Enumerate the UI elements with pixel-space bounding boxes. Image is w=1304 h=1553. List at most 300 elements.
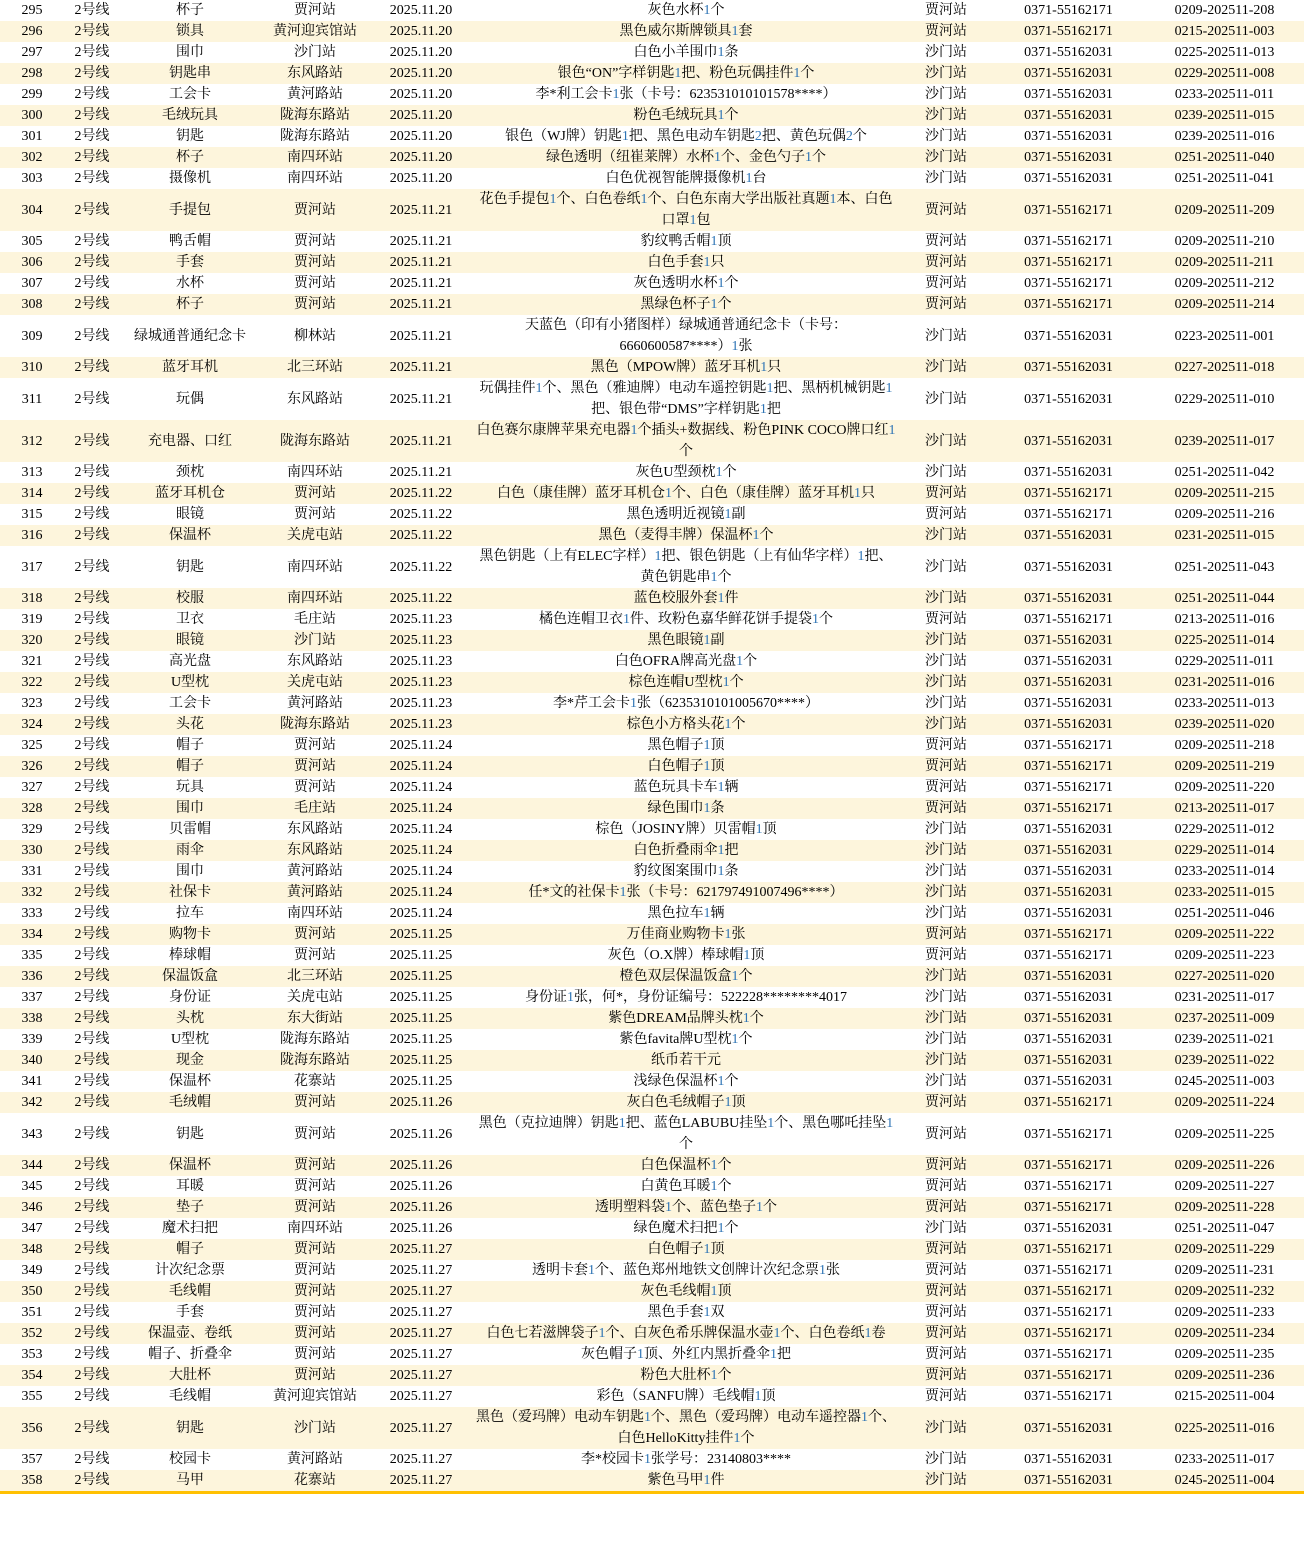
table-row — [0, 1155, 1304, 1176]
cell-description: 棕色小方格头花1个 — [472, 714, 900, 735]
cell-item-name: 雨伞 — [120, 840, 260, 861]
table-row — [0, 105, 1304, 126]
cell-item-name: 帽子 — [176, 738, 204, 753]
cell-record-id: 0231-202511-016 — [1145, 672, 1304, 693]
table-row — [0, 1239, 1304, 1260]
cell-storage-station: 贾河站 — [900, 21, 992, 42]
cell-row-no: 343 — [21, 1126, 43, 1142]
cell-item-name: U型枕 — [120, 672, 260, 693]
cell-row-no: 337 — [21, 990, 43, 1005]
cell-row-no: 346 — [0, 1197, 64, 1218]
cell-description: 灰白色毛绒帽子1顶 — [472, 1092, 900, 1113]
cell-description: 黑色钥匙（上有ELEC字样）1把、银色钥匙（上有仙华字样）1把、黄色钥匙串1个 — [479, 549, 893, 585]
cell-pickup-station: 关虎屯站 — [260, 672, 370, 693]
cell-description: 白色优视智能牌摄像机1台 — [605, 171, 767, 186]
cell-row-no: 352 — [0, 1323, 64, 1344]
cell-date: 2025.11.25 — [370, 1050, 472, 1071]
table-row — [0, 315, 1304, 357]
table-row — [0, 294, 1304, 315]
table-row — [0, 1407, 1304, 1449]
cell-line: 2号线 — [74, 1221, 110, 1236]
cell-line: 2号线 — [74, 696, 110, 711]
cell-row-no: 338 — [0, 1008, 64, 1029]
cell-description: 银色“ON”字样钥匙1把、粉色玩偶挂件1个 — [472, 63, 900, 84]
cell-pickup-station: 贾河站 — [294, 1263, 336, 1278]
cell-phone: 0371-55162031 — [1024, 328, 1113, 344]
table-row — [0, 798, 1304, 819]
table-row — [0, 462, 1304, 483]
cell-description: 棕色（JOSINY牌）贝雷帽1顶 — [595, 822, 777, 837]
cell-pickup-station: 北三环站 — [260, 357, 370, 378]
cell-line: 2号线 — [74, 234, 110, 249]
cell-date: 2025.11.27 — [389, 1452, 453, 1467]
cell-row-no: 349 — [21, 1263, 43, 1278]
cell-description: 蓝色校服外套1件 — [472, 588, 900, 609]
cell-record-id: 0209-202511-224 — [1145, 1092, 1304, 1113]
cell-storage-station: 贾河站 — [925, 780, 967, 795]
cell-item-name: 购物卡 — [120, 924, 260, 945]
cell-pickup-station: 北三环站 — [260, 966, 370, 987]
cell-storage-station: 贾河站 — [900, 1092, 992, 1113]
cell-item-name: 蓝牙耳机 — [120, 357, 260, 378]
cell-pickup-station: 贾河站 — [260, 756, 370, 777]
cell-record-id: 0209-202511-209 — [1145, 189, 1304, 231]
cell-item-name: 玩具 — [176, 780, 204, 795]
cell-pickup-station: 黄河路站 — [287, 864, 343, 879]
cell-record-id: 0251-202511-047 — [1174, 1221, 1275, 1236]
cell-record-id: 0225-202511-014 — [1145, 630, 1304, 651]
cell-line: 2号线 — [74, 738, 110, 753]
cell-phone: 0371-55162031 — [992, 1050, 1145, 1071]
cell-row-no: 357 — [21, 1452, 43, 1467]
cell-line: 2号线 — [64, 1092, 120, 1113]
cell-storage-station: 沙门站 — [925, 906, 967, 921]
cell-item-name: 绿城通普通纪念卡 — [134, 328, 246, 344]
cell-record-id: 0239-202511-020 — [1145, 714, 1304, 735]
cell-record-id: 0239-202511-021 — [1174, 1032, 1275, 1047]
cell-phone: 0371-55162171 — [992, 1092, 1145, 1113]
cell-row-no: 336 — [0, 966, 64, 987]
cell-date: 2025.11.26 — [370, 1092, 472, 1113]
cell-phone: 0371-55162031 — [1024, 822, 1113, 837]
cell-line: 2号线 — [64, 1239, 120, 1260]
cell-date: 2025.11.23 — [389, 612, 453, 627]
cell-date: 2025.11.22 — [389, 559, 453, 575]
cell-description: 透明塑料袋1个、蓝色垫子1个 — [472, 1197, 900, 1218]
cell-description: 豹纹鸭舌帽1顶 — [640, 234, 732, 249]
cell-line: 2号线 — [64, 1197, 120, 1218]
cell-storage-station: 贾河站 — [925, 3, 967, 18]
cell-line: 2号线 — [64, 1365, 120, 1386]
cell-line: 2号线 — [74, 1032, 110, 1047]
table-row — [0, 693, 1304, 714]
cell-pickup-station: 黄河路站 — [287, 1452, 343, 1467]
cell-storage-station: 贾河站 — [900, 1365, 992, 1386]
cell-record-id: 0209-202511-234 — [1145, 1323, 1304, 1344]
table-row — [0, 357, 1304, 378]
cell-phone: 0371-55162171 — [1024, 507, 1113, 522]
cell-date: 2025.11.24 — [389, 738, 453, 753]
cell-line: 2号线 — [64, 966, 120, 987]
cell-pickup-station: 贾河站 — [294, 1179, 336, 1194]
cell-item-name: 围巾 — [120, 798, 260, 819]
cell-date: 2025.11.23 — [370, 672, 472, 693]
cell-phone: 0371-55162031 — [1024, 1074, 1113, 1089]
cell-pickup-station: 黄河路站 — [260, 882, 370, 903]
cell-record-id: 0209-202511-231 — [1174, 1263, 1275, 1278]
cell-item-name: 校服 — [120, 588, 260, 609]
cell-pickup-station: 贾河站 — [260, 1092, 370, 1113]
cell-phone: 0371-55162031 — [1024, 559, 1113, 575]
cell-storage-station: 沙门站 — [900, 525, 992, 546]
cell-phone: 0371-55162171 — [1024, 948, 1113, 963]
table-row — [0, 1323, 1304, 1344]
cell-item-name: 锁具 — [120, 21, 260, 42]
cell-item-name: 眼镜 — [176, 507, 204, 522]
cell-description: 蓝色玩具卡车1辆 — [633, 780, 739, 795]
cell-line: 2号线 — [74, 822, 110, 837]
cell-record-id: 0239-202511-015 — [1145, 105, 1304, 126]
cell-phone: 0371-55162031 — [992, 1470, 1145, 1493]
table-row — [0, 1281, 1304, 1302]
cell-phone: 0371-55162171 — [992, 1155, 1145, 1176]
cell-row-no: 320 — [0, 630, 64, 651]
cell-line: 2号线 — [74, 948, 110, 963]
cell-pickup-station: 陇海东路站 — [260, 420, 370, 462]
cell-row-no: 319 — [21, 612, 43, 627]
cell-storage-station: 沙门站 — [900, 840, 992, 861]
cell-phone: 0371-55162171 — [1024, 3, 1113, 18]
cell-date: 2025.11.24 — [389, 906, 453, 921]
cell-date: 2025.11.21 — [370, 189, 472, 231]
cell-date: 2025.11.25 — [370, 924, 472, 945]
cell-description: 棕色连帽U型枕1个 — [472, 672, 900, 693]
cell-record-id: 0227-202511-018 — [1145, 357, 1304, 378]
cell-phone: 0371-55162031 — [1024, 87, 1113, 102]
table-row — [0, 1260, 1304, 1281]
cell-pickup-station: 陇海东路站 — [260, 105, 370, 126]
cell-phone: 0371-55162171 — [992, 1365, 1145, 1386]
cell-row-no: 321 — [21, 654, 43, 669]
cell-record-id: 0209-202511-215 — [1145, 483, 1304, 504]
cell-row-no: 344 — [0, 1155, 64, 1176]
cell-line: 2号线 — [74, 780, 110, 795]
cell-phone: 0371-55162031 — [1024, 45, 1113, 60]
cell-description: 李*校园卡1张学号：23140803**** — [581, 1452, 791, 1467]
cell-row-no: 340 — [0, 1050, 64, 1071]
cell-pickup-station: 贾河站 — [260, 1281, 370, 1302]
cell-phone: 0371-55162171 — [992, 1197, 1145, 1218]
cell-phone: 0371-55162031 — [992, 525, 1145, 546]
cell-storage-station: 贾河站 — [925, 1389, 967, 1404]
cell-record-id: 0233-202511-013 — [1174, 696, 1275, 711]
cell-description: 豹纹图案围巾1条 — [633, 864, 739, 879]
cell-pickup-station: 贾河站 — [294, 1347, 336, 1362]
cell-row-no: 348 — [0, 1239, 64, 1260]
cell-date: 2025.11.27 — [370, 1365, 472, 1386]
cell-phone: 0371-55162171 — [992, 1281, 1145, 1302]
cell-storage-station: 沙门站 — [900, 630, 992, 651]
cell-phone: 0371-55162171 — [1024, 612, 1113, 627]
cell-date: 2025.11.24 — [389, 864, 453, 879]
cell-storage-station: 贾河站 — [900, 252, 992, 273]
cell-pickup-station: 贾河站 — [260, 1239, 370, 1260]
cell-record-id: 0209-202511-212 — [1174, 276, 1275, 291]
cell-storage-station: 贾河站 — [900, 756, 992, 777]
cell-row-no: 316 — [0, 525, 64, 546]
cell-storage-station: 贾河站 — [925, 1126, 967, 1142]
cell-record-id: 0209-202511-227 — [1174, 1179, 1275, 1194]
cell-storage-station: 沙门站 — [925, 391, 967, 407]
table-row — [0, 126, 1304, 147]
cell-date: 2025.11.22 — [370, 483, 472, 504]
cell-phone: 0371-55162171 — [1024, 276, 1113, 291]
table-row — [0, 840, 1304, 861]
cell-pickup-station: 南四环站 — [260, 147, 370, 168]
cell-item-name: 马甲 — [120, 1470, 260, 1493]
cell-date: 2025.11.20 — [370, 63, 472, 84]
cell-row-no: 335 — [21, 948, 43, 963]
cell-item-name: 工会卡 — [169, 696, 211, 711]
cell-date: 2025.11.24 — [370, 756, 472, 777]
cell-pickup-station: 毛庄站 — [294, 612, 336, 627]
cell-row-no: 300 — [0, 105, 64, 126]
cell-item-name: 计次纪念票 — [155, 1263, 225, 1278]
cell-item-name: 头枕 — [120, 1008, 260, 1029]
cell-storage-station: 贾河站 — [900, 1197, 992, 1218]
cell-description: 白黄色耳暖1个 — [640, 1179, 732, 1194]
cell-date: 2025.11.27 — [370, 1323, 472, 1344]
cell-record-id: 0209-202511-235 — [1174, 1347, 1275, 1362]
cell-item-name: 保温壶、卷纸 — [120, 1323, 260, 1344]
cell-pickup-station: 黄河迎宾馆站 — [260, 21, 370, 42]
cell-row-no: 327 — [21, 780, 43, 795]
cell-item-name: 耳暖 — [176, 1179, 204, 1194]
cell-phone: 0371-55162171 — [1024, 1305, 1113, 1320]
cell-record-id: 0229-202511-011 — [1174, 654, 1275, 669]
table-row — [0, 588, 1304, 609]
cell-description: 纸币若干元 — [472, 1050, 900, 1071]
cell-pickup-station: 沙门站 — [260, 630, 370, 651]
cell-storage-station: 沙门站 — [900, 714, 992, 735]
cell-record-id: 0229-202511-014 — [1145, 840, 1304, 861]
cell-line: 2号线 — [74, 391, 110, 407]
cell-line: 2号线 — [74, 45, 110, 60]
cell-phone: 0371-55162171 — [1024, 234, 1113, 249]
cell-storage-station: 贾河站 — [900, 798, 992, 819]
cell-record-id: 0209-202511-228 — [1145, 1197, 1304, 1218]
cell-date: 2025.11.21 — [370, 420, 472, 462]
cell-item-name: 帽子、折叠伞 — [148, 1347, 232, 1362]
cell-storage-station: 沙门站 — [900, 882, 992, 903]
cell-date: 2025.11.21 — [370, 294, 472, 315]
cell-date: 2025.11.27 — [389, 1389, 453, 1404]
cell-storage-station: 贾河站 — [925, 1179, 967, 1194]
table-row — [0, 630, 1304, 651]
table-row — [0, 777, 1304, 798]
cell-item-name: 毛绒玩具 — [120, 105, 260, 126]
cell-pickup-station: 贾河站 — [260, 1155, 370, 1176]
cell-pickup-station: 贾河站 — [294, 1126, 336, 1142]
cell-description: 黑色（麦得丰牌）保温杯1个 — [472, 525, 900, 546]
cell-item-name: 充电器、口红 — [120, 420, 260, 462]
cell-record-id: 0209-202511-218 — [1174, 738, 1275, 753]
cell-storage-station: 沙门站 — [925, 87, 967, 102]
table-row — [0, 756, 1304, 777]
cell-record-id: 0209-202511-236 — [1145, 1365, 1304, 1386]
cell-date: 2025.11.24 — [370, 882, 472, 903]
cell-row-no: 302 — [0, 147, 64, 168]
cell-row-no: 353 — [21, 1347, 43, 1362]
cell-row-no: 345 — [21, 1179, 43, 1194]
cell-record-id: 0209-202511-216 — [1174, 507, 1275, 522]
cell-record-id: 0251-202511-043 — [1174, 559, 1275, 575]
cell-row-no: 309 — [21, 328, 43, 344]
cell-pickup-station: 南四环站 — [260, 588, 370, 609]
cell-storage-station: 沙门站 — [900, 1470, 992, 1493]
table-row — [0, 672, 1304, 693]
cell-phone: 0371-55162171 — [992, 1323, 1145, 1344]
cell-description: 紫色马甲1件 — [472, 1470, 900, 1493]
table-row — [0, 819, 1304, 840]
cell-storage-station: 沙门站 — [900, 147, 992, 168]
table-row — [0, 420, 1304, 462]
cell-storage-station: 贾河站 — [925, 948, 967, 963]
cell-item-name: 杯子 — [120, 147, 260, 168]
cell-date: 2025.11.26 — [389, 1221, 453, 1236]
cell-storage-station: 沙门站 — [900, 357, 992, 378]
cell-line: 2号线 — [64, 1008, 120, 1029]
cell-line: 2号线 — [74, 1126, 110, 1142]
cell-phone: 0371-55162031 — [992, 588, 1145, 609]
cell-phone: 0371-55162031 — [992, 420, 1145, 462]
cell-record-id: 0233-202511-014 — [1174, 864, 1275, 879]
cell-pickup-station: 东风路站 — [260, 840, 370, 861]
cell-description: 橘色连帽卫衣1件、玫粉色嘉华鲜花饼手提袋1个 — [539, 612, 833, 627]
cell-phone: 0371-55162031 — [992, 1008, 1145, 1029]
cell-row-no: 331 — [21, 864, 43, 879]
cell-row-no: 356 — [0, 1407, 64, 1449]
table-row — [0, 525, 1304, 546]
cell-line: 2号线 — [64, 630, 120, 651]
cell-date: 2025.11.25 — [370, 966, 472, 987]
cell-description: 黑色眼镜1副 — [472, 630, 900, 651]
cell-date: 2025.11.26 — [389, 1126, 453, 1142]
cell-line: 2号线 — [64, 525, 120, 546]
table-row — [0, 1197, 1304, 1218]
cell-phone: 0371-55162031 — [1024, 1452, 1113, 1467]
cell-description: 黑色手套1双 — [647, 1305, 725, 1320]
cell-storage-station: 沙门站 — [925, 171, 967, 186]
cell-line: 2号线 — [64, 882, 120, 903]
cell-storage-station: 沙门站 — [925, 822, 967, 837]
cell-item-name: 毛线帽 — [169, 1389, 211, 1404]
cell-row-no: 324 — [0, 714, 64, 735]
cell-description: 身份证1张，何*，身份证编号：522228********4017 — [525, 990, 847, 1005]
cell-storage-station: 沙门站 — [925, 465, 967, 480]
cell-row-no: 332 — [0, 882, 64, 903]
table-row — [0, 966, 1304, 987]
cell-record-id: 0209-202511-225 — [1174, 1126, 1275, 1142]
cell-pickup-station: 毛庄站 — [260, 798, 370, 819]
cell-item-name: 贝雷帽 — [169, 822, 211, 837]
table-row — [0, 714, 1304, 735]
cell-row-no: 299 — [21, 87, 43, 102]
table-row — [0, 42, 1304, 63]
cell-description: 白色（康佳牌）蓝牙耳机仓1个、白色（康佳牌）蓝牙耳机1只 — [472, 483, 900, 504]
cell-description: 玩偶挂件1个、黑色（雅迪牌）电动车遥控钥匙1把、黑柄机械钥匙1把、银色带“DMS”字样钥匙1把 — [479, 381, 893, 417]
cell-record-id: 0209-202511-214 — [1145, 294, 1304, 315]
cell-row-no: 325 — [21, 738, 43, 753]
cell-row-no: 355 — [21, 1389, 43, 1404]
table-row — [0, 1449, 1304, 1470]
cell-row-no: 339 — [21, 1032, 43, 1047]
table-row — [0, 609, 1304, 630]
cell-record-id: 0239-202511-022 — [1145, 1050, 1304, 1071]
cell-row-no: 296 — [0, 21, 64, 42]
cell-storage-station: 沙门站 — [900, 63, 992, 84]
cell-phone: 0371-55162171 — [1024, 1179, 1113, 1194]
cell-row-no: 342 — [0, 1092, 64, 1113]
cell-pickup-station: 陇海东路站 — [280, 129, 350, 144]
cell-date: 2025.11.20 — [370, 21, 472, 42]
cell-record-id: 0233-202511-015 — [1145, 882, 1304, 903]
cell-line: 2号线 — [64, 483, 120, 504]
cell-description: 灰色帽子1顶、外红内黑折叠伞1把 — [581, 1347, 791, 1362]
cell-date: 2025.11.27 — [389, 1347, 453, 1362]
cell-record-id: 0233-202511-011 — [1174, 87, 1275, 102]
cell-record-id: 0225-202511-016 — [1145, 1407, 1304, 1449]
cell-record-id: 0251-202511-046 — [1174, 906, 1275, 921]
cell-phone: 0371-55162031 — [1024, 465, 1113, 480]
cell-line: 2号线 — [64, 105, 120, 126]
table-row — [0, 63, 1304, 84]
cell-description: 白色折叠雨伞1把 — [472, 840, 900, 861]
cell-description: 花色手提包1个、白色卷纸1个、白色东南大学出版社真题1本、白色口罩1包 — [472, 189, 900, 231]
cell-line: 2号线 — [64, 1281, 120, 1302]
cell-phone: 0371-55162031 — [1024, 990, 1113, 1005]
cell-row-no: 312 — [0, 420, 64, 462]
cell-storage-station: 沙门站 — [900, 1407, 992, 1449]
table-row — [0, 924, 1304, 945]
cell-line: 2号线 — [64, 357, 120, 378]
cell-phone: 0371-55162031 — [992, 63, 1145, 84]
cell-item-name: 手套 — [176, 1305, 204, 1320]
cell-line: 2号线 — [74, 276, 110, 291]
cell-storage-station: 贾河站 — [900, 189, 992, 231]
cell-phone: 0371-55162171 — [1024, 1126, 1113, 1142]
table-row — [0, 147, 1304, 168]
cell-line: 2号线 — [64, 924, 120, 945]
table-row — [0, 1176, 1304, 1197]
cell-description: 灰色毛线帽1顶 — [472, 1281, 900, 1302]
cell-record-id: 0209-202511-220 — [1174, 780, 1275, 795]
cell-record-id: 0245-202511-004 — [1145, 1470, 1304, 1493]
cell-phone: 0371-55162031 — [1024, 696, 1113, 711]
table-row — [0, 861, 1304, 882]
table-row — [0, 1092, 1304, 1113]
cell-item-name: 钥匙 — [176, 559, 204, 575]
cell-item-name: 毛绒帽 — [120, 1092, 260, 1113]
cell-pickup-station: 东大街站 — [260, 1008, 370, 1029]
cell-item-name: 杯子 — [120, 294, 260, 315]
table-row — [0, 1113, 1304, 1155]
cell-description: 橙色双层保温饭盒1个 — [472, 966, 900, 987]
cell-item-name: 头花 — [120, 714, 260, 735]
cell-record-id: 0231-202511-015 — [1145, 525, 1304, 546]
cell-storage-station: 沙门站 — [900, 1008, 992, 1029]
cell-description: 紫色favita牌U型枕1个 — [619, 1032, 753, 1047]
